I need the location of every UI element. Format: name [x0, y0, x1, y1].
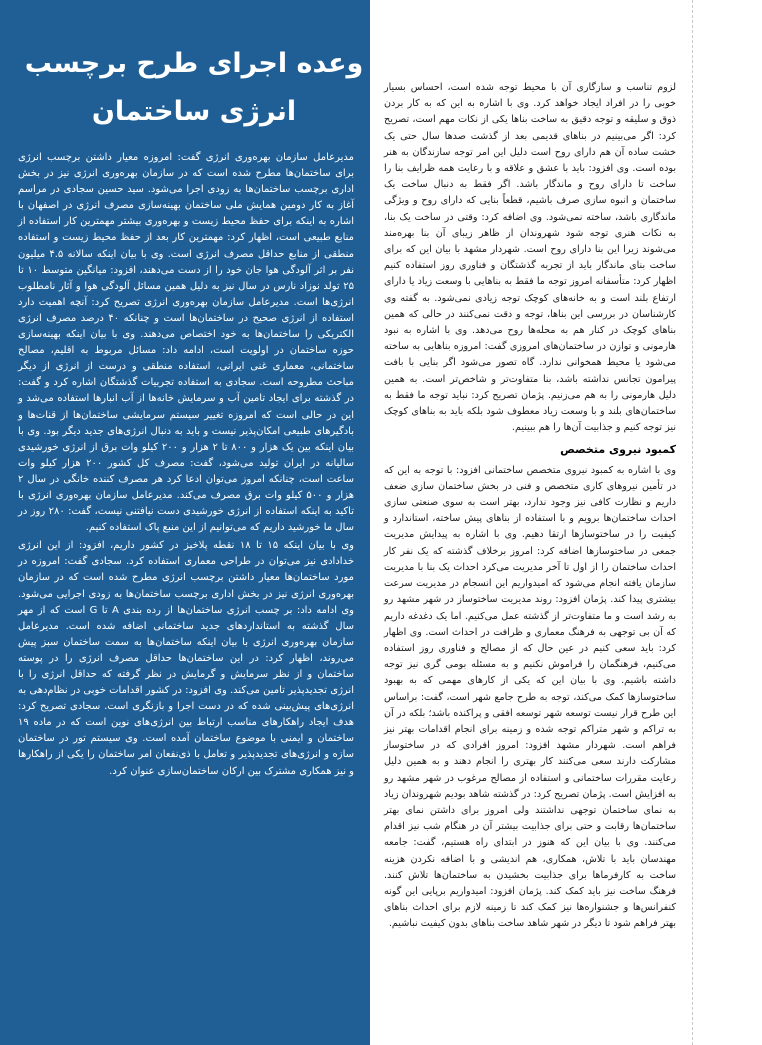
article-title — [24, 40, 364, 136]
right-column-text — [384, 80, 676, 939]
title-line-1: وعده اجرای طرح برچسب — [24, 48, 364, 79]
right-paragraph: وی با اشاره به کمبود نیروی متخصص ساختمانی افزود: با توجه به این که در تأمین نیروهای کاری متخصص و فنی در بخش ساختمان سازی ضعف داریم و نظارت کافی نیز وجود ندارد، بهتر است به سوی صنعتی سازی احداث ساختمان‌ها برویم و با استفاده از بناهای پیش ساخته، استاندارد و کیفیت را در ساختوسازها ارتقا دهیم. وی با اشاره به پیدایش مدیریت جمعی در ساختوسازها اضافه کرد: امروز برخلاف گذشته که یک نفر کار احداث ساختمان را از اول تا آخر مدیریت می‌کرد احداث یک بنا با مدیریت سازمان یافته انجام می‌شود که امیدواریم این انسجام در مدیریت سرعت بیشتری پیدا کند. پژمان افزود: روند مدیریت ساختوساز در شهر مشهد رو به رشد است و ما متفاوت‌تر از گذشته عمل می‌کنیم. اما یک دغدغه داریم که آن بی توجهی به فرهنگ معماری و ظرافت در احداث است. وی اظهار کرد: باید سعی کنیم در عین حال که از مصالح و فناوری روز استفاده می‌کنیم، فرهنگمان را فراموش نکنیم و به مسئله بومی گری نیز توجه داشته باشیم. وی با بیان این که یکی از کارهای مهمی که به بهبود ساختوسازها کمک می‌کند، توجه به طرح جامع شهر است، گفت: براساس این طرح قرار نیست توسعه شهر توسعه افقی و پراکنده باشد؛ بلکه در آن به تراکم و شهر متراکم توجه شده و زمینه برای انجام اقدامات بهتر نیز فراهم است. شهردار مشهد افزود: امروز افرادی که در ساختوساز مشارکت دارند سعی می‌کنند کار بهتری را انجام دهند و به همین دلیل رعایت مقررات ساختمانی و استفاده از مصالح مرغوب در شهر مشهد رو به افزایش است. پژمان تصریح کرد: در گذشته شاهد بودیم شهروندان زیاد به نمای ساختمان توجهی نداشتند ولی امروز برای داشتن نمای بهتر ساختمان‌ها رقابت و حتی برای جذابیت بیشتر آن در هنگام شب نیز اقدام می‌کنند. وی با بیان این که هنوز در ابتدای راه هستیم، گفت: جامعه مهندسان باید با تلاش، همکاری، هم اندیشی و با اضافه نکردن هزینه ساخت به کارفرماها برای جذابیت بخشیدن به ساختمان‌ها تلاش کنند. فرهنگ ساخت نیز باید کمک کند. پژمان افزود: امیدواریم برپایی این گونه کنفرانس‌ها و جشنواره‌ها نیز کمک کند تا زمینه لازم برای احداث بناهای بهتر فراهم شود تا دیگر در شهر شاهد ساخت بناهای بدون کیفیت نباشیم. — [384, 464, 676, 930]
left-column-text — [18, 150, 354, 782]
page-fold-line — [692, 0, 693, 1045]
left-paragraph: وی با بیان اینکه ۱۵ تا ۱۸ نقطه پلاخیز در کشور داریم، افزود: از این انرژی خدادادی نیز می‌توان در طراحی معماری استفاده کرد. سجادی گفت: امروزه در مورد ساختمان‌ها معیار داشتن برچسب انرژی مطرح شده است که در سازمان بهره‌وری انرژی نیز در بخش اداری برچسب ساختمان‌ها به زودی اجرایی می‌شود. وی ادامه داد: بر چسب انرژی ساختمان‌ها از رده بندی A تا G است که از مهر سال گذشته به استانداردهای جدید ساختمانی اضافه شده است. مدیرعامل سازمان بهره‌وری انرژی با بیان اینکه ساختمان‌ها به سمت ساختمان سبز پیش می‌روند، اظهار کرد: در این ساختمان‌ها حداقل مصرف انرژی را در پوسته ساختمان و از نظر سرمایش و گرمایش در نظر گرفته که حداقل انرژی را با انرژی تجدیدپذیر تامین می‌کند. وی افزود: در کشور اقدامات خوبی در نظام‌دهی به انرژی‌های پیش‌بینی شده که در دست اجرا و بازنگری است. سجادی تصریح کرد: هدف ایجاد راهکارهای مناسب ارتباط بین انرژی‌های نوین است که در ماده ۱۹ ساختمان و ایمنی با موضوع ساختمان آمده است. وی سیستم تور در ساختمان سازه و انرژی‌های تجدیدپذیر و تعامل با ذی‌نفعان امر ساختمان را یکی از راهکارها و نیز همکاری مشترک بین ارکان ساختمان‌سازی عنوان کرد. — [18, 540, 355, 777]
left-paragraph: مدیرعامل سازمان بهره‌وری انرژی گفت: امروزه معیار داشتن برچسب انرژی برای ساختمان‌ها مطرح شده است که در سازمان بهره‌وری انرژی نیز در بخش اداری برچسب ساختمان‌ها به زودی اجرا می‌شود. سید حسین سجادی در مراسم آغاز به کار دومین همایش ملی ساختمان بهینه‌سازی مصرف انرژی در اصفهان با اشاره به اینکه برای حفظ محیط زیست و بهره‌وری بیشتر مهمترین کار استفاده از منابع طبیعی است، اظهار کرد: مهمترین کار بعد از حفظ محیط زیست و استفاده منطقی از منابع حداقل مصرف انرژی است. وی با بیان اینکه سالانه ۴.۵ میلیون نفر بر اثر آلودگی هوا جان خود را از دست می‌دهند، افزود: میانگین متوسط ۱۰ تا ۲۵ تولد نوزاد نارس در سال نیز به دلیل همین مسائل آلودگی هوا و آثار نامطلوب انرژی‌ها است. مدیرعامل سازمان بهره‌وری انرژی تصریح کرد: آنچه اهمیت دارد استفاده از انرژی صحیح در ساختمان‌ها است و چنانکه ۴۰ درصد مصرف انرژی الکتریکی را ساختمان‌ها به خود اختصاص می‌دهند. وی با بیان اینکه بهینه‌سازی حوزه ساختمان در اولویت است، ادامه داد: مسائل مربوط به اقلیم، مصالح ساختمانی، معماری غنی ایرانی، استفاده منطقی و درست از انرژی از دیگر مباحث مطروحه است. سجادی به استفاده تجربیات گذشتگان اشاره کرد و گفت: در گذشته برای ایجاد تامین آب و سرمایش خانه‌ها از آب انبارها استفاده می‌شد و این در حالی است که امروزه تغییر سیستم سرمایشی ساختمان‌ها از قنات‌ها و بادگیرهای طبیعی امکان‌پذیر نیست و باید به دنبال انرژی‌های جدید دیگر بود. وی با بیان اینکه بین یک هزار و ۸۰۰ تا ۲ هزار و ۲۰۰ کیلو وات برق از انرژی خورشیدی سالیانه در ایران تولید می‌شود، گفت: مصرف کل کشور ۲۰۰ هزار کیلو وات ساعت است، چنانکه امروز می‌توان ادعا کرد هر مصرف کننده خانگی در سال ۲ هزار و ۵۰۰ کیلو وات برق مصرف می‌کند. مدیرعامل سازمان بهره‌وری انرژی با تاکید به اینکه استفاده از انرژی خورشیدی دست نیافتنی نیست، گفت: ۲۸۰ روز در سال ما خورشید داریم که می‌توانیم از این منبع پاک استفاده کنیم. — [18, 152, 355, 534]
right-paragraph: لزوم تناسب و سازگاری آن با محیط توجه شده است، احساس بسیار خوبی را در افراد ایجاد خواهد کرد. وی با اشاره به این که به کار بردن ذوق و سلیقه و توجه دقیق به ساخت بناها یکی از نکات مهم است، تصریح کرد: اگر می‌بینیم در بناهای قدیمی بعد از گذشت صدها سال حتی یک خشت ساده آن هم دارای روح است دلیل این امر توجه سازندگان به هنر بوده است. وی افزود: باید با عشق و علاقه و با رعایت همه ظرایف بنا را ساخت تا دارای روح و ماندگار باشد. اگر فقط به دنبال ساخت یک ساختمان و انبوه سازی صرف باشیم، قطعاً بنایی که دارای روح و ویژگی ماندگاری باشد، ساخته نمی‌شود. وی اضافه کرد: وقتی در ساخت یک بنا، به نکات هنری توجه شود شهروندان از ظاهر زیبای آن بنا بهره‌مند می‌شوند زیرا این بنا دارای روح است. شهردار مشهد با بیان این که برای ساخت بنای ماندگار باید از تجربه گذشتگان و فناوری روز استفاده کنیم اظهار کرد: متأسفانه امروز توجه ما فقط به بناهایی با وسعت زیاد یا دارای ارتفاع بلند است و به خانه‌های کوچک توجه زیادی نمی‌شود. به گفته وی کارشناسان در بررسی این بناها، توجه و دقت نمی‌کنند در حالی که همین بناهای کوچک در کنار هم به محله‌ها روح می‌دهد. وی با اشاره به نبود هارمونی و توازن در ساختمان‌های امروزی گفت: امروزه بناهایی به ساخته می‌شود یا محیط همخوانی ندارد. گاه تصور می‌شود اگر بنایی با بافت پیرامون تجانس نداشته باشد، بنا متفاوت‌تر و شاخص‌تر است. به همین دلیل هارمونی را به هم می‌زنیم. پژمان تصریح کرد: نباید توجه ما فقط به ساختمان‌های بلند و با وسعت زیاد معطوف شود بلکه باید به بناهای کوچک نیز توجه کنیم و جذابیت آن‌ها را هم ببینیم. — [384, 82, 676, 434]
section-heading: کمبود نیروی متخصص — [560, 443, 676, 457]
title-line-2: انرژی ساختمان — [91, 96, 297, 127]
